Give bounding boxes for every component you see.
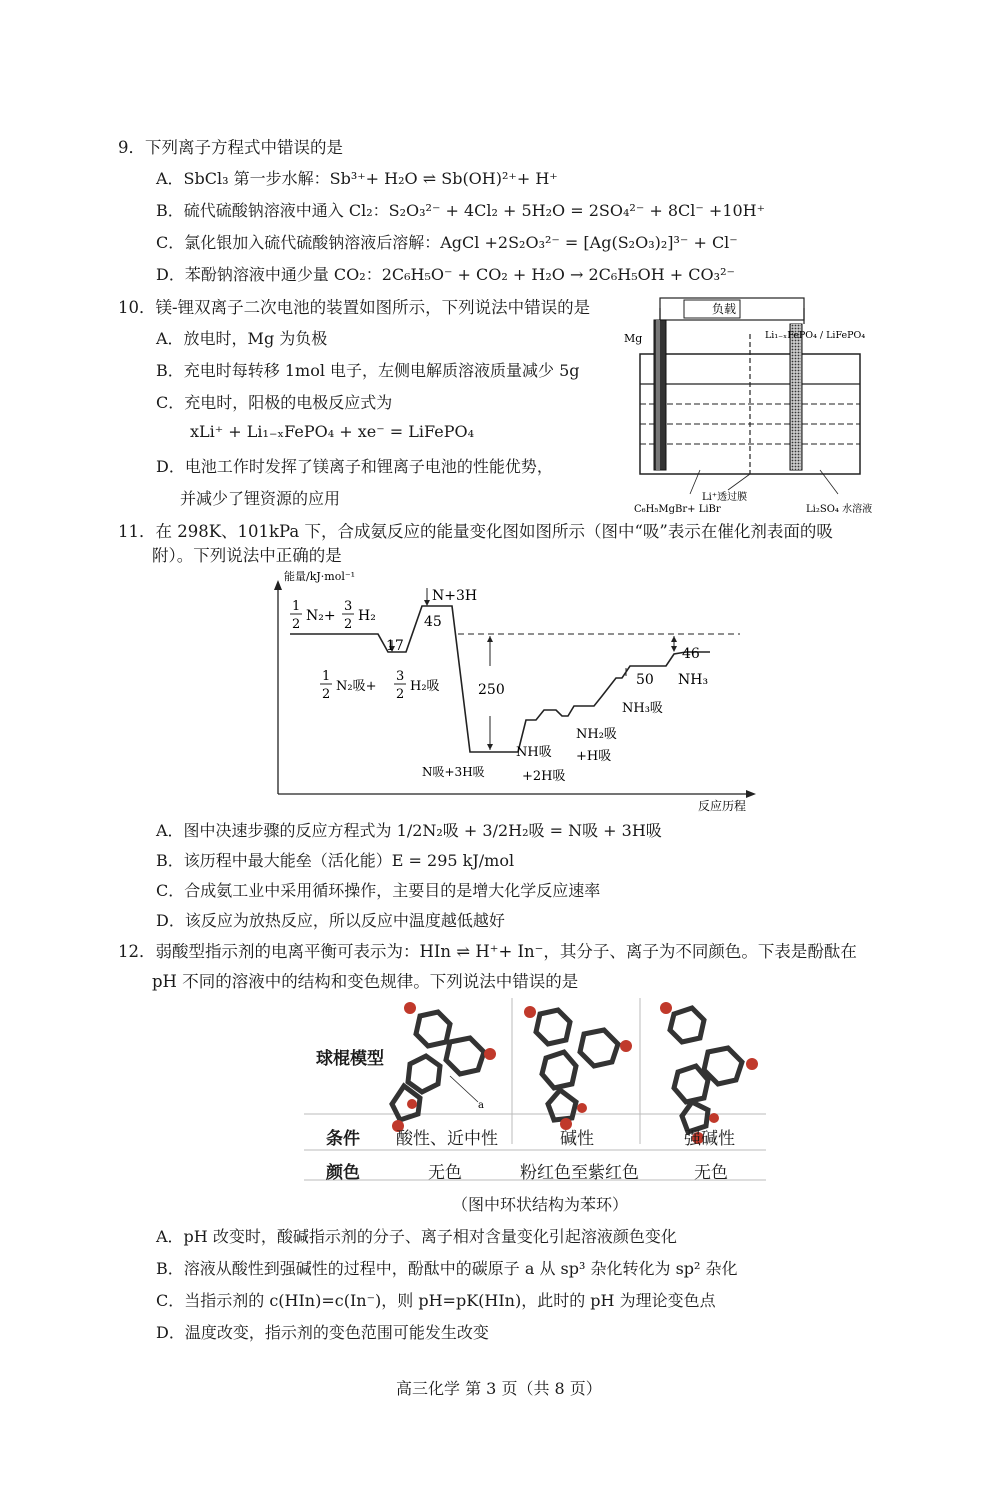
load-label: 负载 [712,302,737,316]
membrane-label: Li⁺透过膜 [702,492,748,503]
frac-den: 2 [292,617,301,632]
frac-num: 1 [292,599,301,614]
phenolphthalein-table [300,994,770,1184]
frac-num-2: 3 [344,599,353,614]
start-n2: N₂+ [306,608,336,624]
q9-option-d: D．苯酚钠溶液中通少量 CO₂：2C₆H₅O⁻ + CO₂ + H₂O → 2C₆H₅OH + CO₃²⁻ [156,265,735,284]
q11-option-d: D．该反应为放热反应，所以反应中温度越低越好 [156,911,505,930]
q11-stem: 11．在 298K、101kPa 下，合成氨反应的能量变化图如图所示（图中“吸”表示在催化剂表面的吸 [118,522,833,541]
cond-strong-basic: 强碱性 [684,1129,735,1149]
nh2-ads-label-2: +H吸 [576,749,612,764]
q12-option-a: A．pH 改变时，酸碱指示剂的分子、离子相对含量变化引起溶液颜色变化 [156,1227,677,1246]
nh3-ads-label: NH₃吸 [622,701,663,716]
frac-den-3: 2 [322,687,331,702]
q11-option-a: A．图中决速步骤的反应方程式为 1/2N₂吸 + 3/2H₂吸 = N吸 + 3H吸 [156,821,662,840]
q9-option-a: A．SbCl₃ 第一步水解：Sb³⁺+ H₂O ⇌ Sb(OH)²⁺+ H⁺ [156,169,558,188]
q9-stem: 9．下列离子方程式中错误的是 [118,138,343,157]
nh-ads-label: NH吸 [516,745,552,760]
cond-basic: 碱性 [560,1129,594,1149]
frac-den-4: 2 [396,687,405,702]
start-h2: H₂ [358,608,376,624]
nh2-ads-label: NH₂吸 [576,727,617,742]
q11-option-c: C．合成氨工业中采用循环操作，主要目的是增大化学反应速率 [156,881,601,900]
q10-stem: 10．镁-锂双离子二次电池的装置如图所示，下列说法中错误的是 [118,298,591,317]
color-acidic: 无色 [428,1163,462,1183]
reaction-path-label: 反应历程 [698,799,747,813]
table-caption: （图中环状结构为苯环） [452,1195,629,1214]
nh3-label: NH₃ [678,672,709,688]
molecule-basic [524,1006,632,1130]
q9-option-b: B．硫代硫酸钠溶液中通入 Cl₂：S₂O₃²⁻ + 4Cl₂ + 5H₂O = 2SO₄²⁻ + 8Cl⁻ +10H⁺ [156,201,766,220]
ads-n2: N₂吸+ [336,679,377,694]
cond-acidic: 酸性、近中性 [396,1129,498,1149]
color-strong-basic: 无色 [694,1163,728,1183]
molecule-acidic [392,1002,496,1132]
energy-axis-label: 能量/kJ·mol⁻¹ [284,570,356,583]
q12-option-d: D．温度改变，指示剂的变色范围可能发生改变 [156,1323,489,1342]
ads-h2: H₂吸 [410,679,440,694]
q10-option-d-cont: 并减少了锂资源的应用 [180,489,341,508]
frac-num-4: 3 [396,669,405,684]
n3h-label: N+3H [432,588,478,604]
value-17: 17 [386,638,404,654]
color-basic: 粉红色至紫红色 [520,1163,639,1183]
battery-diagram [620,294,890,514]
row-label-condition: 条件 [326,1129,360,1149]
page-footer: 高三化学 第 3 页（共 8 页） [396,1379,602,1398]
q10-option-b: B．充电时每转移 1mol 电子，左侧电解质溶液质量减少 5g [156,361,580,380]
q10-option-a: A．放电时，Mg 为负极 [156,329,328,348]
q11-stem-cont: 附）。下列说法中正确的是 [152,546,342,565]
value-50: 50 [636,672,654,688]
carbon-a-label: a [478,1100,484,1111]
lfp-electrode-label: Li₁₋ₓFePO₄ / LiFePO₄ [765,330,866,341]
right-electrolyte-label: Li₂SO₄ 水溶液 [806,504,873,514]
q10-option-d: D．电池工作时发挥了镁离子和锂离子电池的性能优势， [156,457,553,476]
molecule-strong-basic [660,1002,758,1144]
row-label-model: 球棍模型 [316,1049,384,1069]
frac-den-2: 2 [344,617,353,632]
nh-ads-label-2: +2H吸 [522,769,566,784]
q10-option-c-equation: xLi⁺ + Li₁₋ₓFePO₄ + xe⁻ = LiFePO₄ [190,422,474,441]
q12-stem-cont: pH 不同的溶液中的结构和变色规律。下列说法中错误的是 [152,972,579,991]
frac-num-3: 1 [322,669,331,684]
left-electrolyte-label: C₆H₅MgBr+ LiBr [634,504,721,514]
q11-option-b: B．该历程中最大能垒（活化能）E = 295 kJ/mol [156,851,515,870]
value-45: 45 [424,614,442,630]
value-250: 250 [478,682,505,698]
q9-option-c: C．氯化银加入硫代硫酸钠溶液后溶解：AgCl +2S₂O₃²⁻ = [Ag(S₂O₃)₂]³⁻ + Cl⁻ [156,233,738,252]
q10-option-c: C．充电时，阳极的电极反应式为 [156,393,393,412]
row-label-color: 颜色 [326,1163,360,1183]
mg-electrode-label: Mg [624,332,643,345]
energy-diagram [270,566,760,818]
value-46: 46 [682,646,700,662]
q12-option-c: C．当指示剂的 c(HIn)=c(In⁻)，则 pH=pK(HIn)，此时的 pH 为理论变色点 [156,1291,716,1310]
q12-option-b: B．溶液从酸性到强碱性的过程中，酚酞中的碳原子 a 从 sp³ 杂化转化为 sp² 杂化 [156,1259,738,1278]
q12-stem: 12．弱酸型指示剂的电离平衡可表示为：HIn ⇌ H⁺+ In⁻，其分子、离子为不同颜色。下表是酚酞在 [118,942,857,961]
n-ads-label: N吸+3H吸 [422,765,485,779]
